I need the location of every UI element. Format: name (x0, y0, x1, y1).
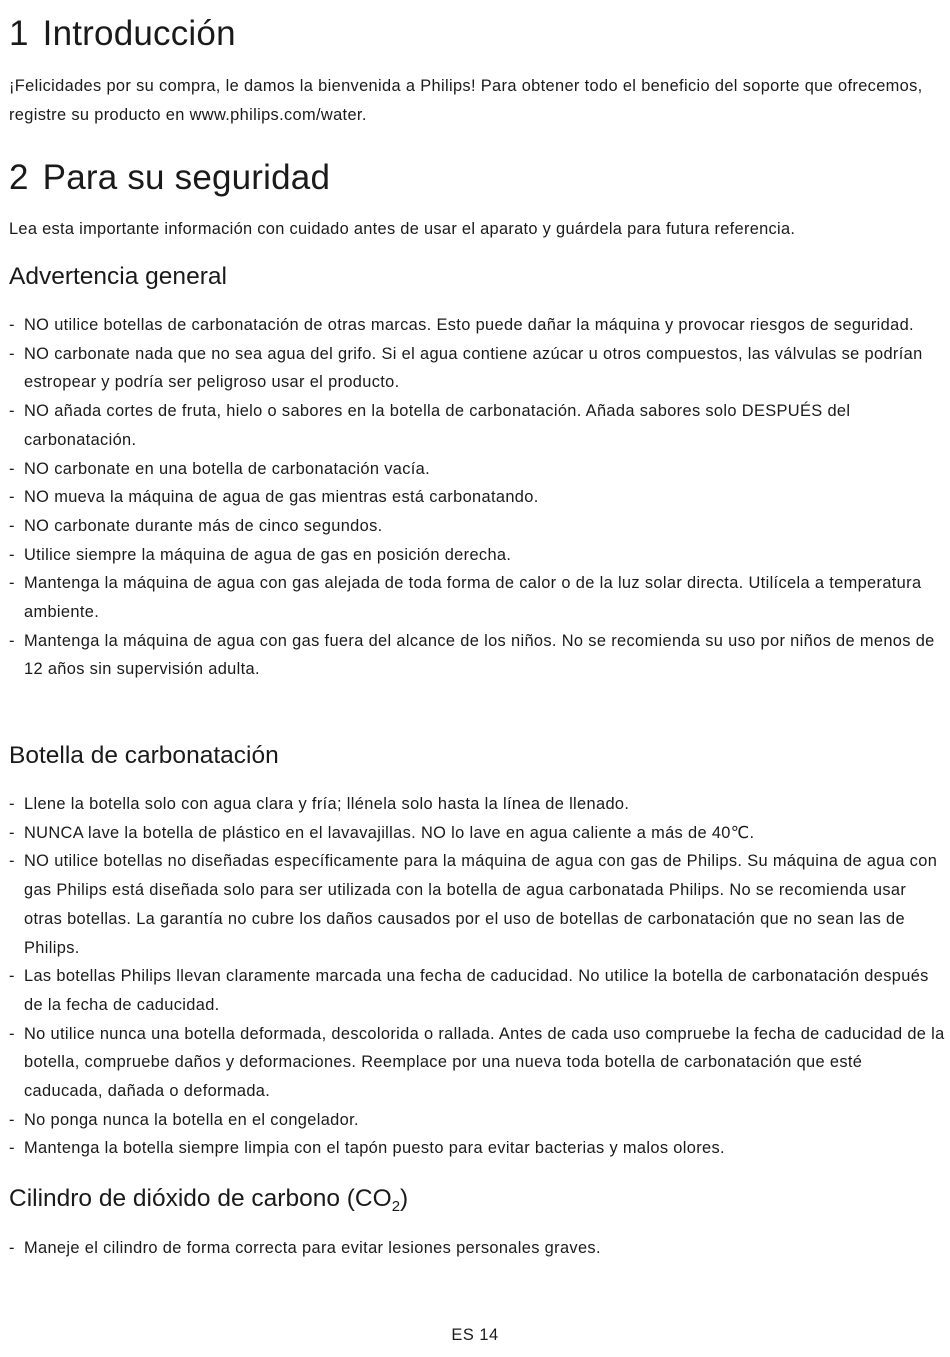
list-item: - NO mueva la máquina de agua de gas mientras está carbonatando. (9, 483, 945, 512)
general-warning-list (9, 311, 945, 684)
page-footer: ES 14 (451, 1326, 499, 1344)
co2-subscript: 2 (391, 1198, 401, 1215)
list-item: - NO añada cortes de fruta, hielo o sabores en la botella de carbonatación. Añada sabores solo DESPUÉS del carbonatación. (9, 397, 945, 454)
list-item: - Utilice siempre la máquina de agua de gas en posición derecha. (9, 541, 945, 570)
carbonation-bottle-heading: Botella de carbonatación (9, 742, 279, 769)
safety-title: Para su seguridad (42, 158, 331, 197)
list-item: - NO utilice botellas de carbonatación de otras marcas. Esto puede dañar la máquina y provocar riesgos de seguridad. (9, 311, 945, 340)
safety-heading (9, 158, 330, 198)
list-item: - Maneje el cilindro de forma correcta para evitar lesiones personales graves. (9, 1234, 945, 1263)
list-item: - Mantenga la botella siempre limpia con el tapón puesto para evitar bacterias y malos olores. (9, 1134, 945, 1163)
list-item: - NO utilice botellas no diseñadas específicamente para la máquina de agua con gas de Philips. Su máquina de agua con gas Philips está diseñada solo para ser utilizada con la botella de agua carbonatada Philips. No se recomienda usar otras botellas. La garantía no cubre los daños causados por el uso de botellas de carbonatación que no sean las de Philips. (9, 847, 945, 962)
co2-title-close: ) (400, 1185, 409, 1212)
co2-title: Cilindro de dióxido de carbono (CO (9, 1185, 392, 1212)
co2-cylinder-list (9, 1234, 945, 1263)
list-item: - NUNCA lave la botella de plástico en el lavavajillas. NO lo lave en agua caliente a más de 40℃. (9, 819, 945, 848)
list-item: - NO carbonate en una botella de carbonatación vacía. (9, 455, 945, 484)
carbonation-bottle-list (9, 790, 945, 1163)
list-item: - NO carbonate nada que no sea agua del grifo. Si el agua contiene azúcar u otros compuestos, las válvulas se podrían estropear y podría ser peligroso usar el producto. (9, 340, 945, 397)
list-item: - No utilice nunca una botella deformada, descolorida o rallada. Antes de cada uso compruebe la fecha de caducidad de la botella, compruebe daños y deformaciones. Reemplace por una nueva toda botella de carbonatación que esté caducada, dañada o deformada. (9, 1020, 945, 1106)
general-warning-heading: Advertencia general (9, 263, 227, 290)
co2-cylinder-heading (9, 1184, 408, 1214)
safety-paragraph: Lea esta importante información con cuidado antes de usar el aparato y guárdela para futura referencia. (9, 220, 796, 238)
list-item: - NO carbonate durante más de cinco segundos. (9, 512, 945, 541)
list-item: - No ponga nunca la botella en el congelador. (9, 1106, 945, 1135)
intro-title: Introducción (42, 14, 236, 53)
intro-heading (9, 14, 236, 54)
list-item: - Las botellas Philips llevan claramente marcada una fecha de caducidad. No utilice la botella de carbonatación después de la fecha de caducidad. (9, 962, 945, 1019)
safety-number: 2 (9, 158, 29, 197)
list-item: - Mantenga la máquina de agua con gas fuera del alcance de los niños. No se recomienda su uso por niños de menos de 12 años sin supervisión adulta. (9, 627, 945, 684)
intro-paragraph: ¡Felicidades por su compra, le damos la bienvenida a Philips! Para obtener todo el beneficio del soporte que ofrecemos, registre su producto en www.philips.com/water. (9, 77, 923, 124)
intro-number: 1 (9, 14, 29, 53)
list-item: - Mantenga la máquina de agua con gas alejada de toda forma de calor o de la luz solar directa. Utilícela a temperatura ambiente. (9, 569, 945, 626)
list-item: - Llene la botella solo con agua clara y fría; llénela solo hasta la línea de llenado. (9, 790, 945, 819)
